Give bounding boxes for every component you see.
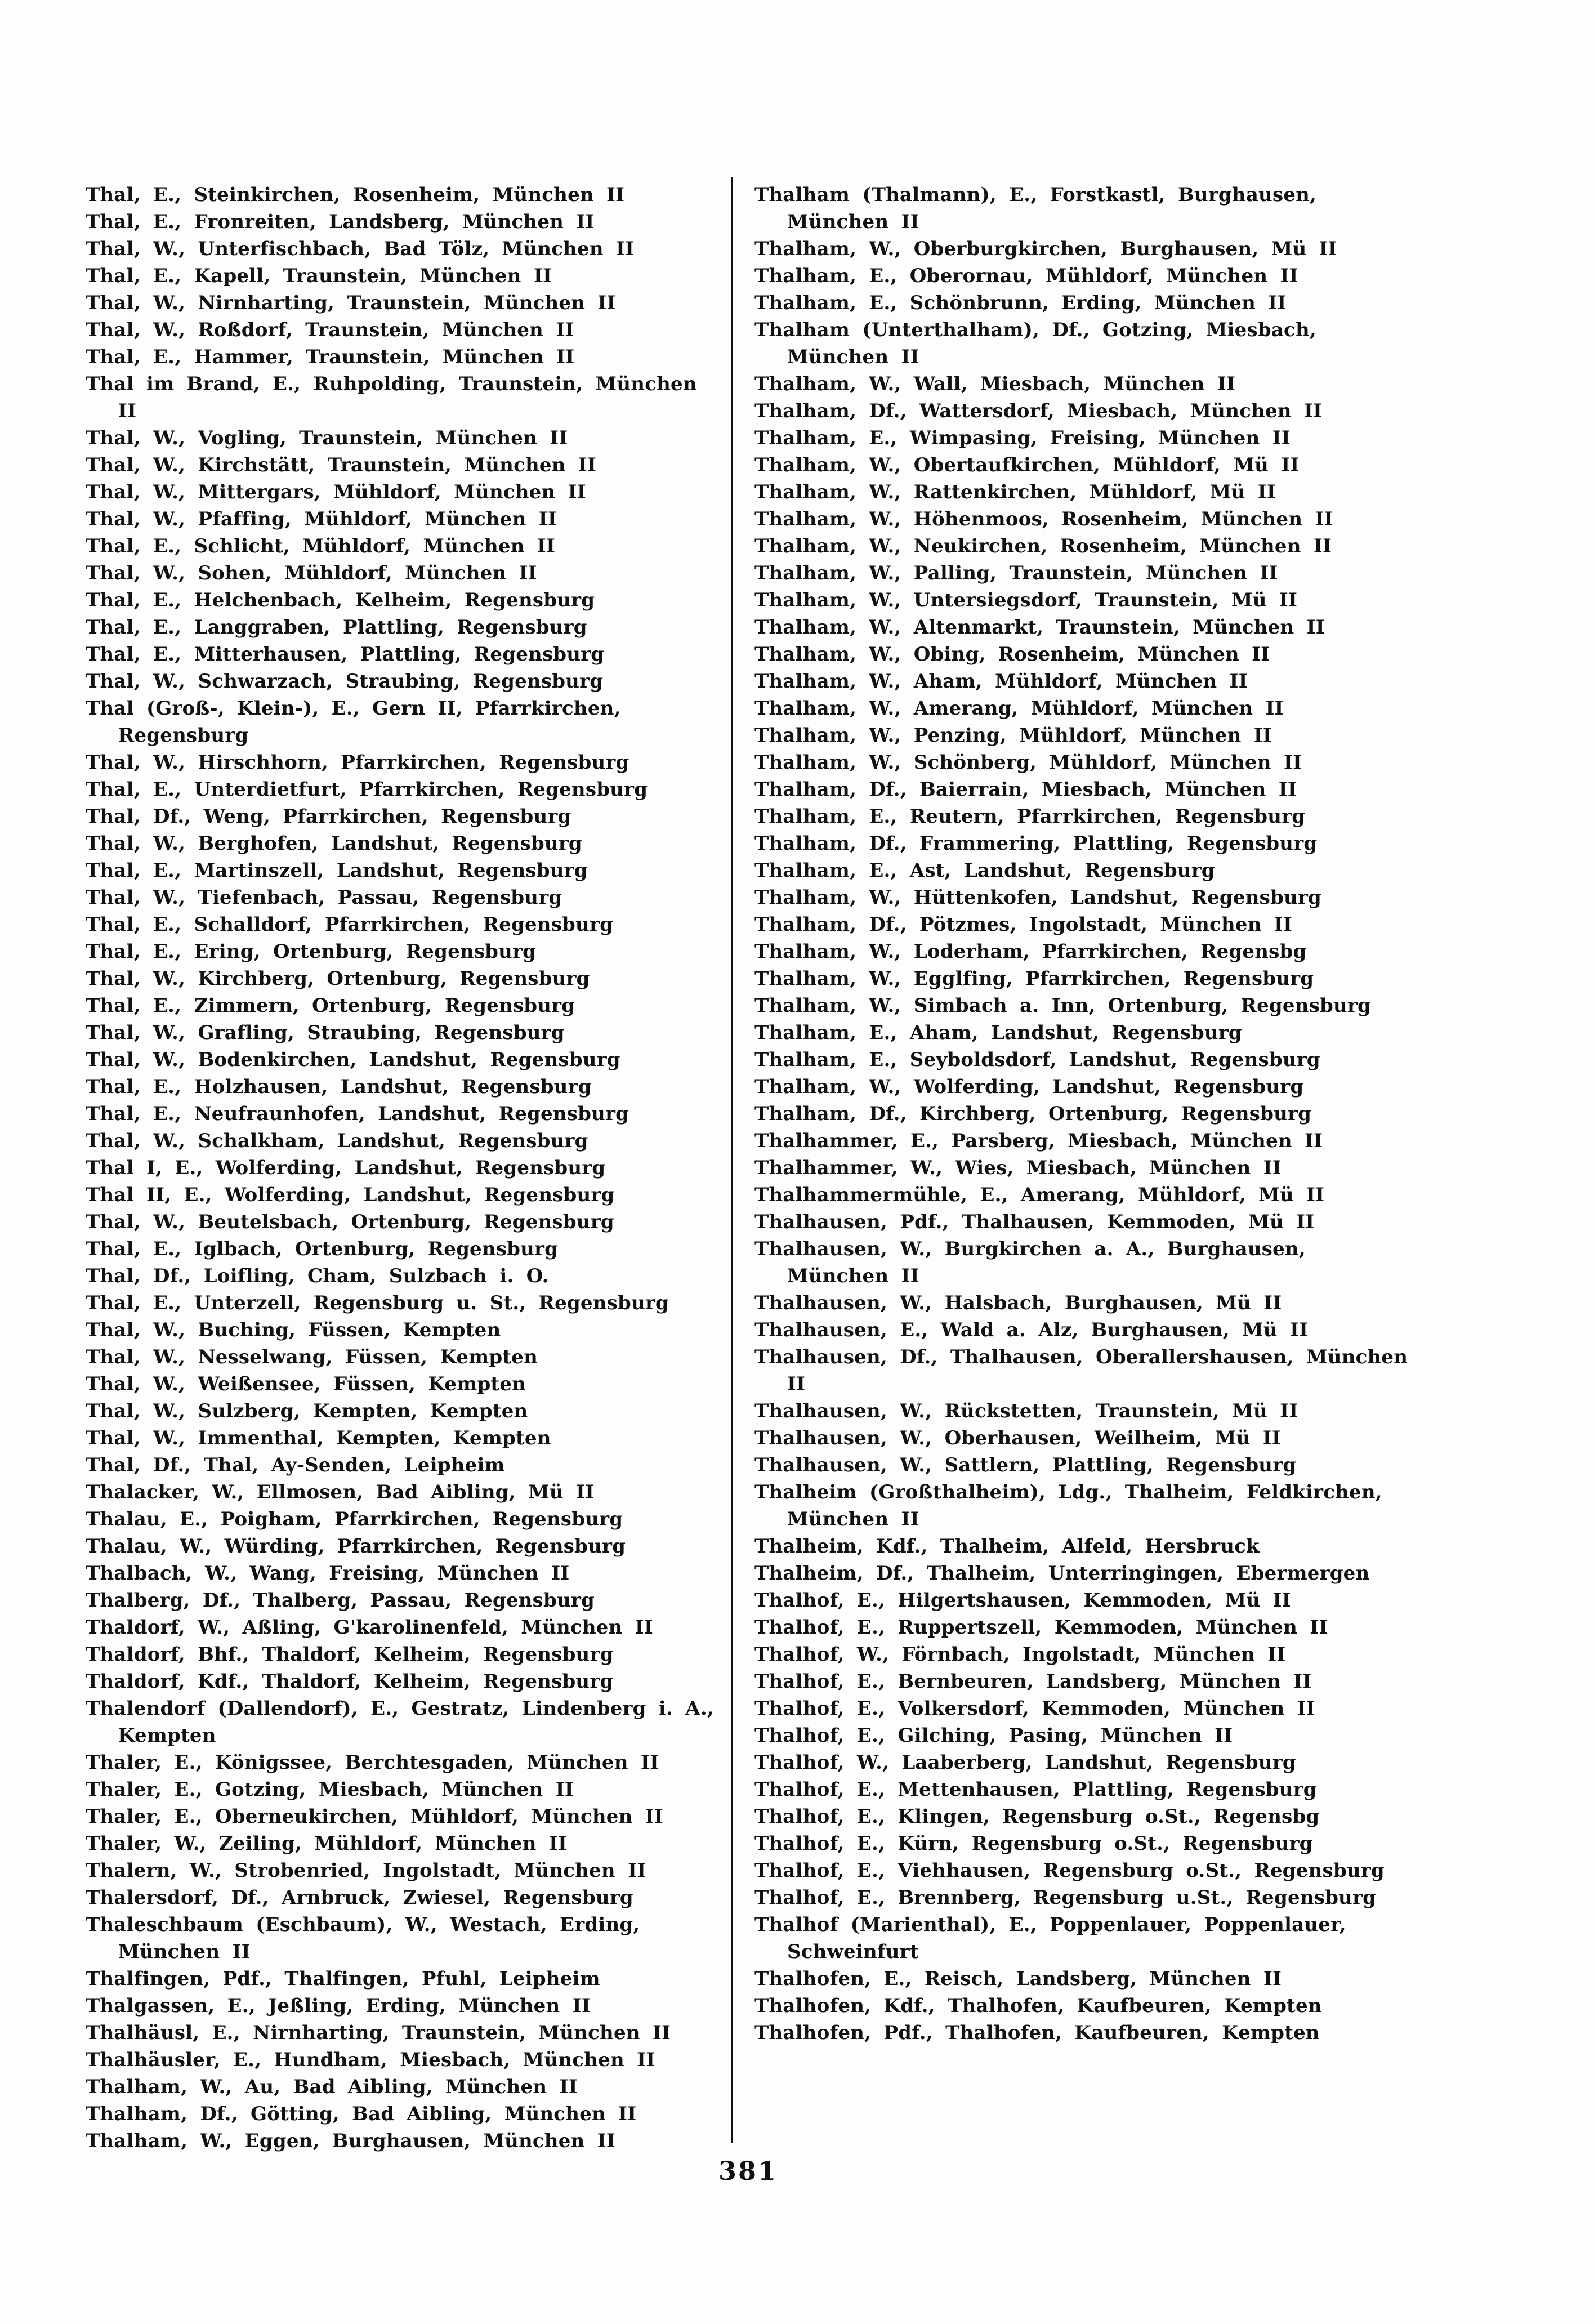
directory-entry: Thal, W., Kirchstätt, Traunstein, München II xyxy=(86,454,597,476)
directory-entry: Thalhof, E., Viehhausen, Regensburg o.St., Regensburg xyxy=(754,1859,1385,1882)
directory-entry: Thal, W., Kirchberg, Ortenburg, Regensburg xyxy=(86,967,590,990)
directory-entry: Thalham, W., Rattenkirchen, Mühldorf, Mü II xyxy=(754,481,1276,503)
directory-entry: Thal, W., Nirnharting, Traunstein, München II xyxy=(86,292,616,314)
directory-entry: Thaldorf, Bhf., Thaldorf, Kelheim, Regensburg xyxy=(86,1643,614,1666)
directory-entry: Thaldorf, Kdf., Thaldorf, Kelheim, Regensburg xyxy=(86,1670,614,1693)
directory-entry: Thal, E., Ering, Ortenburg, Regensburg xyxy=(86,940,537,963)
directory-entry: Thalham, W., Neukirchen, Rosenheim, München II xyxy=(754,535,1332,557)
directory-entry: Thaldorf, W., Aßling, G'karolinenfeld, München II xyxy=(86,1616,653,1639)
directory-entry: Thal, W., Pfaffing, Mühldorf, München II xyxy=(86,508,557,530)
directory-entry: Thal, W., Hirschhorn, Pfarrkirchen, Regensburg xyxy=(86,751,629,774)
directory-entry: Thal, E., Fronreiten, Landsberg, München II xyxy=(86,211,595,233)
directory-entry: Thalhof, E., Hilgertshausen, Kemmoden, Mü II xyxy=(754,1589,1291,1612)
directory-entry: Thalham, W., Simbach a. Inn, Ortenburg, Regensburg xyxy=(754,994,1371,1017)
directory-entry: Thalhausen, W., Sattlern, Plattling, Regensburg xyxy=(754,1454,1297,1477)
directory-entry: Thaler, E., Oberneukirchen, Mühldorf, München II xyxy=(86,1805,663,1828)
directory-entry: Thalhausen, Df., Thalhausen, Oberallershausen, München II xyxy=(754,1346,1408,1395)
directory-entry: Thal, E., Hammer, Traunstein, München II xyxy=(86,346,575,368)
page-number: 381 xyxy=(718,2156,778,2186)
directory-entry: Thal, E., Schalldorf, Pfarrkirchen, Regensburg xyxy=(86,913,614,936)
directory-entry: Thalhof, W., Förnbach, Ingolstadt, München II xyxy=(754,1643,1286,1666)
directory-entry: Thalhammer, E., Parsberg, Miesbach, München II xyxy=(754,1130,1323,1152)
directory-entry: Thal II, E., Wolferding, Landshut, Regensburg xyxy=(86,1184,615,1206)
directory-entry: Thal, W., Mittergars, Mühldorf, München II xyxy=(86,481,586,503)
right-column xyxy=(754,181,1410,2046)
directory-entry: Thaler, E., Königssee, Berchtesgaden, München II xyxy=(86,1751,659,1774)
directory-entry: Thalham (Unterthalham), Df., Gotzing, Miesbach, München II xyxy=(754,319,1316,368)
directory-entry: Thalham, Df., Götting, Bad Aibling, München II xyxy=(86,2103,637,2125)
directory-entry: Thalhofen, E., Reisch, Landsberg, München II xyxy=(754,1968,1282,1990)
directory-entry: Thalham, W., Obertaufkirchen, Mühldorf, Mü II xyxy=(754,454,1300,476)
directory-entry: Thalham, Df., Wattersdorf, Miesbach, München II xyxy=(754,400,1323,422)
directory-entry: Thalham, W., Au, Bad Aibling, München II xyxy=(86,2076,578,2098)
directory-entry: Thalendorf (Dallendorf), E., Gestratz, Lindenberg i. A., Kempten xyxy=(86,1697,714,1747)
directory-entry: Thalhausen, W., Burgkirchen a. A., Burghausen, München II xyxy=(754,1238,1306,1287)
directory-entry: Thal, Df., Thal, Ay-Senden, Leipheim xyxy=(86,1454,505,1477)
directory-entry: Thalhof, E., Ruppertszell, Kemmoden, München II xyxy=(754,1616,1328,1639)
directory-entry: Thalham, Df., Frammering, Plattling, Regensburg xyxy=(754,832,1318,855)
directory-entry: Thalhofen, Kdf., Thalhofen, Kaufbeuren, Kempten xyxy=(754,1995,1322,2017)
directory-entry: Thal, E., Unterdietfurt, Pfarrkirchen, Regensburg xyxy=(86,778,648,801)
directory-entry: Thal, W., Weißensee, Füssen, Kempten xyxy=(86,1373,526,1395)
directory-entry: Thalham, W., Wall, Miesbach, München II xyxy=(754,373,1236,395)
directory-entry: Thal, W., Unterfischbach, Bad Tölz, München II xyxy=(86,238,635,260)
directory-entry: Thal, Df., Loifling, Cham, Sulzbach i. O. xyxy=(86,1265,549,1287)
directory-entry: Thalham, W., Höhenmoos, Rosenheim, München II xyxy=(754,508,1333,530)
directory-entry: Thalheim, Df., Thalheim, Unterringingen, Ebermergen xyxy=(754,1562,1370,1585)
directory-entry: Thal (Groß-, Klein-), E., Gern II, Pfarrkirchen, Regensburg xyxy=(86,697,621,747)
directory-entry: Thalham, W., Oberburgkirchen, Burghausen, Mü II xyxy=(754,238,1337,260)
directory-entry: Thalhausen, Pdf., Thalhausen, Kemmoden, Mü II xyxy=(754,1211,1315,1233)
directory-entry: Thalham, W., Schönberg, Mühldorf, München II xyxy=(754,751,1302,774)
directory-entry: Thal, W., Buching, Füssen, Kempten xyxy=(86,1319,501,1341)
directory-entry: Thaler, W., Zeiling, Mühldorf, München II xyxy=(86,1832,568,1855)
directory-entry: Thalham, E., Seyboldsdorf, Landshut, Regensburg xyxy=(754,1049,1320,1071)
directory-entry: Thalhammermühle, E., Amerang, Mühldorf, Mü II xyxy=(754,1184,1325,1206)
directory-entry: Thalham, W., Eggen, Burghausen, München II xyxy=(86,2130,615,2152)
directory-entry: Thalau, W., Würding, Pfarrkirchen, Regensburg xyxy=(86,1535,626,1558)
directory-entry: Thalhof, E., Bernbeuren, Landsberg, München II xyxy=(754,1670,1312,1693)
directory-entry: Thal, E., Holzhausen, Landshut, Regensburg xyxy=(86,1076,592,1098)
directory-entry: Thal, E., Zimmern, Ortenburg, Regensburg xyxy=(86,994,575,1017)
directory-entry: Thal, W., Beutelsbach, Ortenburg, Regensburg xyxy=(86,1211,614,1233)
directory-entry: Thal I, E., Wolferding, Landshut, Regensburg xyxy=(86,1157,606,1179)
directory-entry: Thalham, Df., Baierrain, Miesbach, München II xyxy=(754,778,1297,801)
directory-entry: Thalhäusler, E., Hundham, Miesbach, München II xyxy=(86,2049,655,2071)
directory-entry: Thal, W., Grafling, Straubing, Regensburg xyxy=(86,1022,565,1044)
directory-entry: Thalham, W., Penzing, Mühldorf, München II xyxy=(754,724,1272,747)
directory-entry: Thalersdorf, Df., Arnbruck, Zwiesel, Regensburg xyxy=(86,1886,633,1909)
directory-entry: Thal, E., Schlicht, Mühldorf, München II xyxy=(86,535,556,557)
directory-entry: Thalham, W., Amerang, Mühldorf, München II xyxy=(754,697,1284,720)
directory-entry: Thalgassen, E., Jeßling, Erding, München II xyxy=(86,1995,591,2017)
directory-entry: Thal, E., Iglbach, Ortenburg, Regensburg xyxy=(86,1238,559,1260)
directory-entry: Thal, W., Bodenkirchen, Landshut, Regensburg xyxy=(86,1049,620,1071)
directory-entry: Thalhof, E., Brennberg, Regensburg u.St., Regensburg xyxy=(754,1886,1377,1909)
directory-entry: Thaler, E., Gotzing, Miesbach, München II xyxy=(86,1778,574,1801)
directory-entry: Thal, W., Schwarzach, Straubing, Regensburg xyxy=(86,670,604,693)
directory-entry: Thal im Brand, E., Ruhpolding, Traunstein, München II xyxy=(86,373,697,422)
directory-entry: Thalhof, E., Klingen, Regensburg o.St., Regensbg xyxy=(754,1805,1320,1828)
directory-entry: Thal, E., Mitterhausen, Plattling, Regensburg xyxy=(86,643,605,666)
directory-entry: Thal, E., Unterzell, Regensburg u. St., Regensburg xyxy=(86,1292,669,1314)
directory-entry: Thalham, E., Ast, Landshut, Regensburg xyxy=(754,859,1215,882)
directory-entry: Thal, Df., Weng, Pfarrkirchen, Regensburg xyxy=(86,805,571,828)
directory-entry: Thaleschbaum (Eschbaum), W., Westach, Erding, München II xyxy=(86,1913,640,1963)
directory-entry: Thalhäusl, E., Nirnharting, Traunstein, München II xyxy=(86,2022,671,2044)
directory-entry: Thalhof, E., Mettenhausen, Plattling, Regensburg xyxy=(754,1778,1317,1801)
directory-entry: Thal, W., Vogling, Traunstein, München II xyxy=(86,427,568,449)
directory-entry: Thalham (Thalmann), E., Forstkastl, Burghausen, München II xyxy=(754,184,1317,233)
directory-entry: Thalham, E., Oberornau, Mühldorf, München II xyxy=(754,265,1298,287)
directory-entry: Thalham, W., Wolferding, Landshut, Regensburg xyxy=(754,1076,1304,1098)
directory-entry: Thalhof, E., Gilching, Pasing, München II xyxy=(754,1724,1233,1747)
directory-entry: Thalern, W., Strobenried, Ingolstadt, München II xyxy=(86,1859,646,1882)
directory-entry: Thalham, W., Hüttenkofen, Landshut, Regensburg xyxy=(754,886,1321,909)
directory-entry: Thal, W., Sohen, Mühldorf, München II xyxy=(86,562,537,585)
directory-entry: Thalberg, Df., Thalberg, Passau, Regensburg xyxy=(86,1589,595,1612)
directory-entry: Thalham, E., Reutern, Pfarrkirchen, Regensburg xyxy=(754,805,1306,828)
directory-entry: Thalau, E., Poigham, Pfarrkirchen, Regensburg xyxy=(86,1508,623,1531)
directory-entry: Thalheim, Kdf., Thalheim, Alfeld, Hersbruck xyxy=(754,1535,1260,1558)
directory-entry: Thalbach, W., Wang, Freising, München II xyxy=(86,1562,570,1585)
directory-entry: Thal, E., Kapell, Traunstein, München II xyxy=(86,265,552,287)
directory-entry: Thal, W., Schalkham, Landshut, Regensburg xyxy=(86,1130,588,1152)
directory-entry: Thalham, W., Untersiegsdorf, Traunstein, Mü II xyxy=(754,589,1298,612)
directory-entry: Thal, W., Sulzberg, Kempten, Kempten xyxy=(86,1400,528,1422)
directory-entry: Thalhausen, W., Rückstetten, Traunstein, Mü II xyxy=(754,1400,1298,1422)
directory-entry: Thal, W., Roßdorf, Traunstein, München II xyxy=(86,319,574,341)
directory-entry: Thal, E., Neufraunhofen, Landshut, Regensburg xyxy=(86,1103,629,1125)
directory-entry: Thalhof (Marienthal), E., Poppenlauer, Poppenlauer, Schweinfurt xyxy=(754,1913,1346,1963)
directory-entry: Thalhof, E., Volkersdorf, Kemmoden, München II xyxy=(754,1697,1315,1720)
directory-entry: Thal, E., Langgraben, Plattling, Regensburg xyxy=(86,616,587,639)
directory-entry: Thalheim (Großthalheim), Ldg., Thalheim, Feldkirchen, München II xyxy=(754,1481,1382,1531)
column-divider-rule xyxy=(731,177,733,2143)
directory-entry: Thalacker, W., Ellmosen, Bad Aibling, Mü II xyxy=(86,1481,595,1504)
directory-entry: Thalham, W., Egglfing, Pfarrkirchen, Regensburg xyxy=(754,967,1314,990)
directory-entry: Thalham, W., Altenmarkt, Traunstein, München II xyxy=(754,616,1325,639)
directory-entry: Thal, W., Nesselwang, Füssen, Kempten xyxy=(86,1346,538,1368)
directory-entry: Thalham, Df., Kirchberg, Ortenburg, Regensburg xyxy=(754,1103,1312,1125)
directory-entry: Thalhof, W., Laaberberg, Landshut, Regensburg xyxy=(754,1751,1296,1774)
directory-entry: Thal, W., Immenthal, Kempten, Kempten xyxy=(86,1427,551,1449)
directory-entry: Thalham, E., Schönbrunn, Erding, München II xyxy=(754,292,1287,314)
directory-entry: Thalhof, E., Kürn, Regensburg o.St., Regensburg xyxy=(754,1832,1313,1855)
directory-entry: Thalhausen, W., Halsbach, Burghausen, Mü II xyxy=(754,1292,1282,1314)
directory-entry: Thal, W., Berghofen, Landshut, Regensburg xyxy=(86,832,582,855)
left-column xyxy=(86,181,727,2155)
directory-entry: Thal, E., Martinszell, Landshut, Regensburg xyxy=(86,859,588,882)
directory-entry: Thalhausen, W., Oberhausen, Weilheim, Mü II xyxy=(754,1427,1281,1449)
directory-entry: Thalhausen, E., Wald a. Alz, Burghausen, Mü II xyxy=(754,1319,1309,1341)
directory-entry: Thal, W., Tiefenbach, Passau, Regensburg xyxy=(86,886,562,909)
directory-entry: Thal, E., Helchenbach, Kelheim, Regensburg xyxy=(86,589,595,612)
directory-entry: Thalham, W., Obing, Rosenheim, München II xyxy=(754,643,1270,666)
directory-entry: Thalham, W., Loderham, Pfarrkirchen, Regensbg xyxy=(754,940,1307,963)
directory-entry: Thalfingen, Pdf., Thalfingen, Pfuhl, Leipheim xyxy=(86,1968,600,1990)
directory-entry: Thalham, E., Aham, Landshut, Regensburg xyxy=(754,1022,1242,1044)
directory-entry: Thalham, W., Aham, Mühldorf, München II xyxy=(754,670,1248,693)
directory-entry: Thalham, W., Palling, Traunstein, München II xyxy=(754,562,1278,585)
directory-entry: Thalham, E., Wimpasing, Freising, München II xyxy=(754,427,1291,449)
directory-entry: Thalham, Df., Pötzmes, Ingolstadt, München II xyxy=(754,913,1293,936)
directory-entry: Thalhammer, W., Wies, Miesbach, München II xyxy=(754,1157,1282,1179)
directory-entry: Thal, E., Steinkirchen, Rosenheim, München II xyxy=(86,184,625,206)
directory-entry: Thalhofen, Pdf., Thalhofen, Kaufbeuren, Kempten xyxy=(754,2022,1320,2044)
